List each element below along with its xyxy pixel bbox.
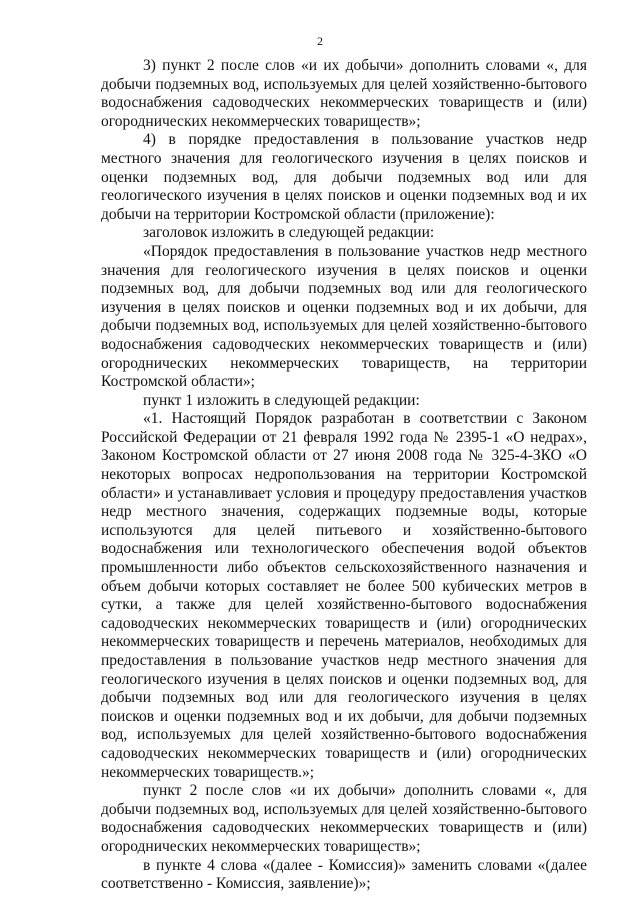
paragraph-point2-amendment: пункт 2 после слов «и их добычи» дополнить словами «, для добычи подземных вод, используемых для целей хозяйственно-бытового водоснабжения садоводческих некоммерческих товариществ и (или) огороднических некоммерческих товариществ»; [101,782,587,855]
page-number: 2 [317,34,323,48]
document-body [101,57,587,894]
paragraph-item-4: 4) в порядке предоставления в пользование участков недр местного значения для геологического изучения в целях поисков и оценки подземных вод, для добычи подземных вод или для геологического изучения в целях поисков и оценки подземных вод и их добычи на территории Костромской области (приложение): [101,131,587,223]
paragraph-point1-instruction: пункт 1 изложить в следующей редакции: [143,391,420,409]
paragraph-title-instruction: заголовок изложить в следующей редакции: [143,224,435,242]
paragraph-item-3: 3) пункт 2 после слов «и их добычи» дополнить словами «, для добычи подземных вод, используемых для целей хозяйственно-бытового водоснабжения садоводческих некоммерческих товариществ и (или) огороднических некоммерческих товариществ»; [101,57,587,130]
paragraph-new-title: «Порядок предоставления в пользование участков недр местного значения для геологического изучения в целях поисков и оценки подземных вод, для добычи подземных вод или для геологического изучения в целях поисков и оценки подземных вод и их добычи, для добычи подземных вод, используемых для целей хозяйственно-бытового водоснабжения садоводческих некоммерческих товариществ и (или) огороднических некоммерческих товариществ, на территории Костромской области»; [101,242,587,391]
paragraph-point4-amendment: в пункте 4 слова «(далее - Комиссия)» заменить словами «(далее соответственно - Комиссия, заявление)»; [101,856,587,893]
paragraph-point1-text: «1. Настоящий Порядок разработан в соответствии с Законом Российской Федерации от 21 февраля 1992 года № 2395-1 «О недрах», Законом Костромской области от 27 июня 2008 года № 325-4-ЗКО «О некоторых вопросах недропользования на территории Костромской области» и устанавливает условия и процедуру предоставления участков недр местного значения, содержащих подземные воды, которые используются для целей питьевого и хозяйственно-бытового водоснабжения или технологического обеспечения водой объектов промышленности либо объектов сельскохозяйственного назначения и объем добычи которых составляет не более 500 кубических метров в сутки, а также для целей хозяйственно-бытового водоснабжения садоводческих некоммерческих товариществ и (или) огороднических некоммерческих товариществ и перечень материалов, необходимых для предоставления в пользование участков недр местного значения для геологического изучения в целях поисков и оценки подземных вод, для добычи подземных вод или для геологического изучения в целях поисков и оценки подземных вод и их добычи, для добычи подземных вод, используемых для целей хозяйственно-бытового водоснабжения садоводческих некоммерческих товариществ и (или) огороднических некоммерческих товариществ.»; [101,410,587,781]
